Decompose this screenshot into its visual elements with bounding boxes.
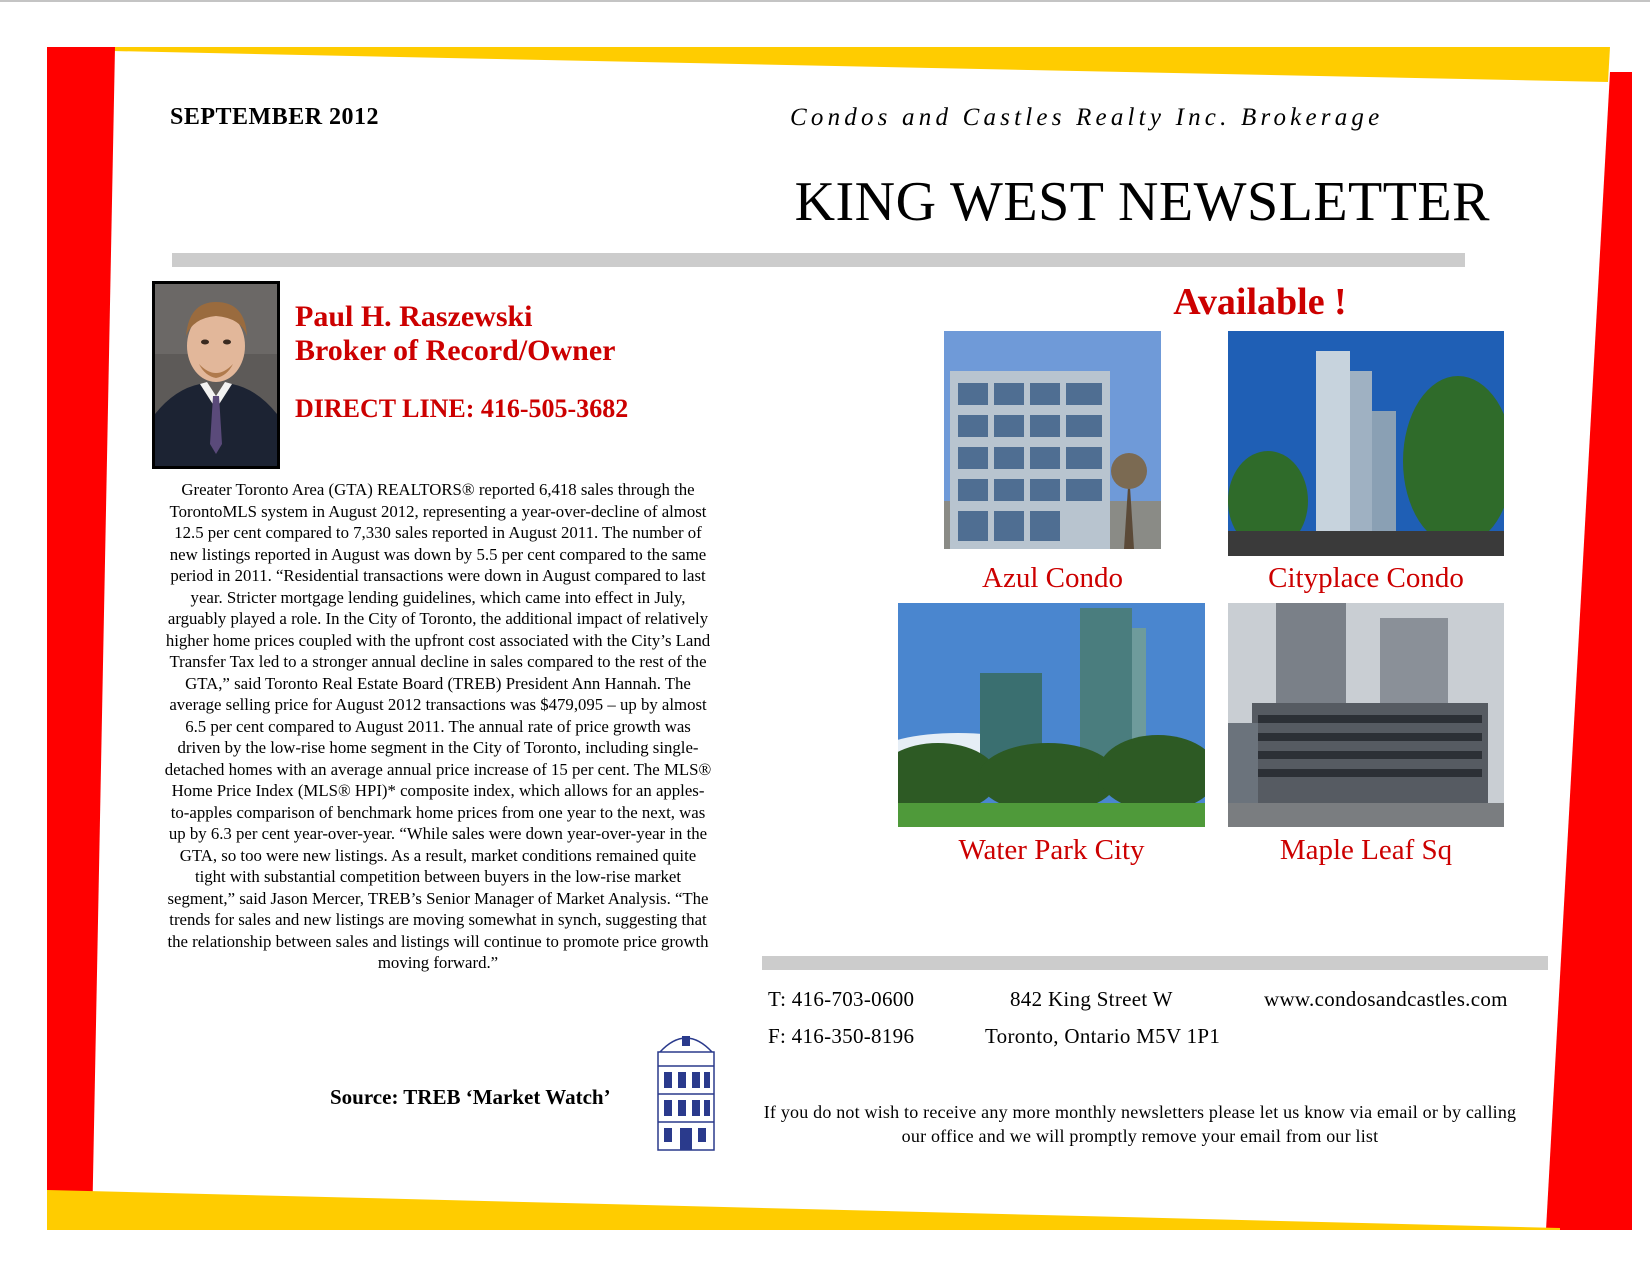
frame-right-red	[1546, 72, 1632, 1230]
contact-website-link[interactable]: www.condosandcastles.com	[1264, 987, 1508, 1011]
listing-image-maple-leaf-sq	[1228, 603, 1504, 827]
frame-bottom-yellow	[47, 1190, 1560, 1230]
unsubscribe-notice: If you do not wish to receive any more monthly newsletters please let us know via email or by calling our office and we will promptly remove your email from our list	[763, 1102, 1517, 1146]
newsletter-title: KING WEST NEWSLETTER	[794, 171, 1490, 233]
contact-city: Toronto, Ontario M5V 1P1	[985, 1024, 1221, 1048]
header-divider	[172, 253, 1465, 267]
broker-direct-line: DIRECT LINE: 416-505-3682	[295, 394, 629, 423]
castle-logo	[652, 1022, 720, 1152]
market-article-body: Greater Toronto Area (GTA) REALTORS® reported 6,418 sales through the TorontoMLS system in August 2012, representing a year-over-decline of almost 12.5 per cent compared to 7,330 sales reported in August 2011. The number of new listings reported in August was down by 5.5 per cent compared to the same period in 2011. “Residential transactions were down in August compared to last year. Stricter mortgage lending guidelines, which came into effect in July, arguably played a role. In the City of Toronto, the additional impact of relatively higher home prices coupled with the upfront cost associated with the City’s Land Transfer Tax led to a stronger annual decline in sales compared to the rest of the GTA,” said Toronto Real Estate Board (TREB) President Ann Hannah. The average selling price for August 2012 transactions was $479,095 – up by almost 6.5 per cent compared to August 2011. The annual rate of price growth was driven by the low-rise home segment in the City of Toronto, including single-detached homes with an average annual price increase of 15 per cent. The MLS® Home Price Index (MLS® HPI)* composite index, which allows for an apples-to-apples comparison of benchmark home prices from one year to the next, was up by 6.3 per cent year-over-year. “While sales were down year-over-year in the GTA, so too were new listings. As a result, market conditions remained quite tight with substantial competition between buyers in the low-rise market segment,” said Jason Mercer, TREB’s Senior Manager of Market Analysis. “The trends for sales and new listings are moving somewhat in synch, suggesting that the relationship between sales and listings will continue to promote price growth moving forward.”	[164, 480, 712, 972]
brokerage-name: Condos and Castles Realty Inc. Brokerage	[790, 104, 1384, 131]
broker-name: Paul H. Raszewski	[295, 300, 533, 333]
listing-label-cityplace-condo: Cityplace Condo	[1268, 562, 1464, 594]
listing-image-cityplace-condo	[1228, 331, 1504, 556]
listing-label-azul-condo: Azul Condo	[982, 562, 1123, 594]
frame-top-yellow	[112, 47, 1610, 82]
broker-name-block	[295, 300, 616, 368]
listing-image-water-park-city	[898, 603, 1205, 827]
broker-role: Broker of Record/Owner	[295, 334, 616, 367]
article-source: Source: TREB ‘Market Watch’	[330, 1085, 611, 1109]
footer-divider	[762, 956, 1548, 970]
broker-photo	[152, 281, 280, 469]
listing-image-azul-condo	[944, 331, 1161, 549]
listing-label-maple-leaf-sq: Maple Leaf Sq	[1279, 834, 1453, 866]
contact-phone: T: 416-703-0600	[768, 987, 915, 1011]
contact-street: 842 King Street W	[1010, 987, 1173, 1011]
newsletter-date: SEPTEMBER 2012	[170, 104, 380, 130]
frame-left-red	[47, 47, 115, 1230]
listing-label-water-park-city: Water Park City	[958, 834, 1145, 866]
available-heading: Available !	[1173, 281, 1347, 323]
contact-fax: F: 416-350-8196	[768, 1024, 915, 1048]
